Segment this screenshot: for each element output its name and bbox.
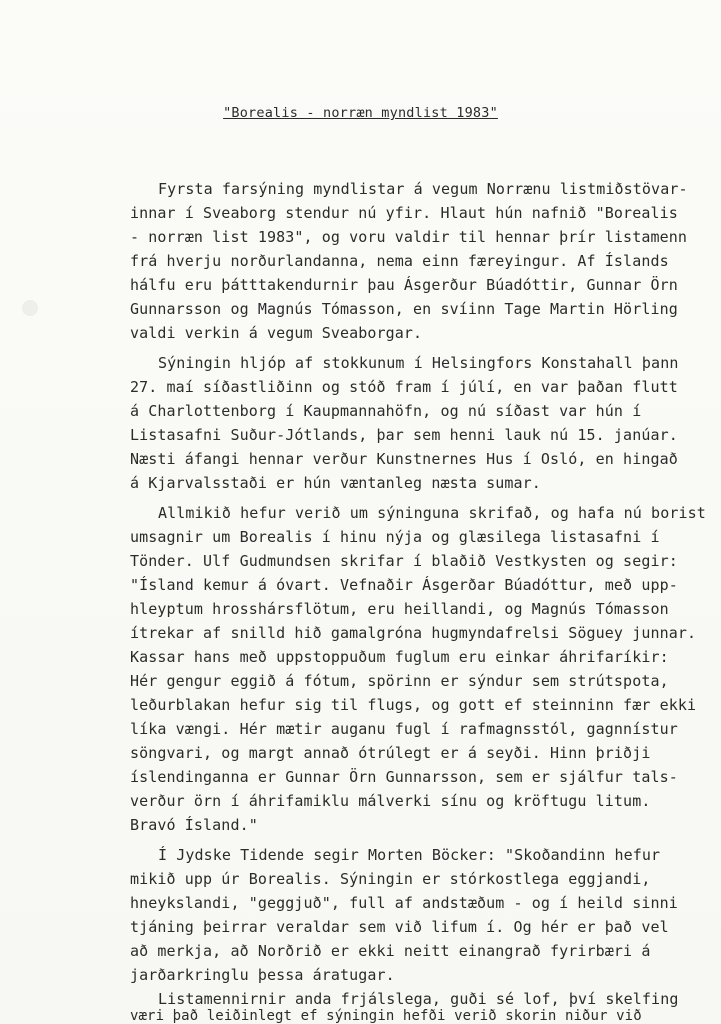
text-line: hálfu eru þátttakendurnir þau Ásgerður Búadóttir, Gunnar Örn xyxy=(130,276,678,294)
text-line: á Charlottenborg í Kaupmannahöfn, og nú síðast var hún í xyxy=(130,402,642,420)
text-line: á Kjarvalsstaði er hún væntanleg næsta sumar. xyxy=(130,474,541,492)
text-line: - norræn list 1983", og voru valdir til hennar þrír listamenn xyxy=(130,228,687,246)
text-line: Listamennirnir anda frjálslega, guði sé lof, því skelfing xyxy=(158,990,679,1008)
text-line: íslendinganna er Gunnar Örn Gunnarsson, sem er sjálfur tals- xyxy=(130,768,678,786)
text-line: söngvari, og margt annað ótrúlegt er á seyði. Hinn þriðji xyxy=(130,744,651,762)
text-line: Hér gengur eggið á fótum, spörinn er sýndur sem strútspota, xyxy=(130,672,669,690)
text-line: ítrekar af snilld hið gamalgróna hugmyndafrelsi Söguey junnar. xyxy=(130,624,697,642)
text-line: hneykslandi, "geggjuð", full af andstæðum - og í heild sinni xyxy=(130,894,678,912)
text-line: Kassar hans með uppstoppuðum fuglum eru einkar áhrifaríkir: xyxy=(130,648,669,666)
text-line: Í Jydske Tidende segir Morten Böcker: "Skoðandinn hefur xyxy=(158,846,661,864)
text-line: jarðarkringlu þessa áratugar. xyxy=(130,966,395,984)
text-line: Næsti áfangi hennar verður Kunstnernes Hus í Osló, en hingað xyxy=(130,450,678,468)
text-line: mikið upp úr Borealis. Sýningin er stórkostlega eggjandi, xyxy=(130,870,651,888)
text-line: umsagnir um Borealis í hinu nýja og glæsilega listasafni í xyxy=(130,528,660,546)
text-line: tjáning þeirrar veraldar sem við lifum í. Og hér er það vel xyxy=(130,918,669,936)
text-line: innar í Sveaborg stendur nú yfir. Hlaut hún nafnið "Borealis xyxy=(130,204,678,222)
title-text: "Borealis - norræn myndlist 1983" xyxy=(223,105,498,121)
text-line: Tönder. Ulf Gudmundsen skrifar í blaðið Vestkysten og segir: xyxy=(130,552,678,570)
text-line: hleyptum hrosshársflötum, eru heillandi, og Magnús Tómasson xyxy=(130,600,669,618)
text-line: Bravó Ísland." xyxy=(130,816,258,834)
punch-hole-mark xyxy=(22,300,38,316)
text-line: Gunnarsson og Magnús Tómasson, en svíinn Tage Martin Hörling xyxy=(130,300,678,318)
document-title xyxy=(0,105,721,121)
text-line: "Ísland kemur á óvart. Vefnaðir Ásgerðar Búadóttur, með upp- xyxy=(130,576,678,594)
text-line: 27. maí síðastliðinn og stóð fram í júlí, en var þaðan flutt xyxy=(130,378,678,396)
text-line: að merkja, að Norðrið er ekki neitt einangrað fyrirbæri á xyxy=(130,942,651,960)
text-line: líka vængi. Hér mætir auganu fugl í rafmagnsstól, gagnnístur xyxy=(130,720,678,738)
text-line: valdi verkin á vegum Sveaborgar. xyxy=(130,324,423,342)
text-line: frá hverju norðurlandanna, nema einn færeyingur. Af Íslands xyxy=(130,252,669,270)
text-line: Listasafni Suður-Jótlands, þar sem henni lauk nú 15. janúar. xyxy=(130,426,678,444)
text-line: Sýningin hljóp af stokkunum í Helsingfors Konstahall þann xyxy=(158,354,679,372)
text-line: leðurblakan hefur sig til flugs, og gott ef steinninn fær ekki xyxy=(130,696,697,714)
text-line: væri það leiðinlegt ef sýningin hefði verið skorin niður við xyxy=(130,1008,642,1024)
text-line: verður örn í áhrifamiklu málverki sínu og kröftugu litum. xyxy=(130,792,651,810)
text-line: Fyrsta farsýning myndlistar á vegum Norrænu listmiðstövar- xyxy=(158,180,688,198)
text-line: Allmikið hefur verið um sýninguna skrifað, og hafa nú borist xyxy=(158,504,706,522)
